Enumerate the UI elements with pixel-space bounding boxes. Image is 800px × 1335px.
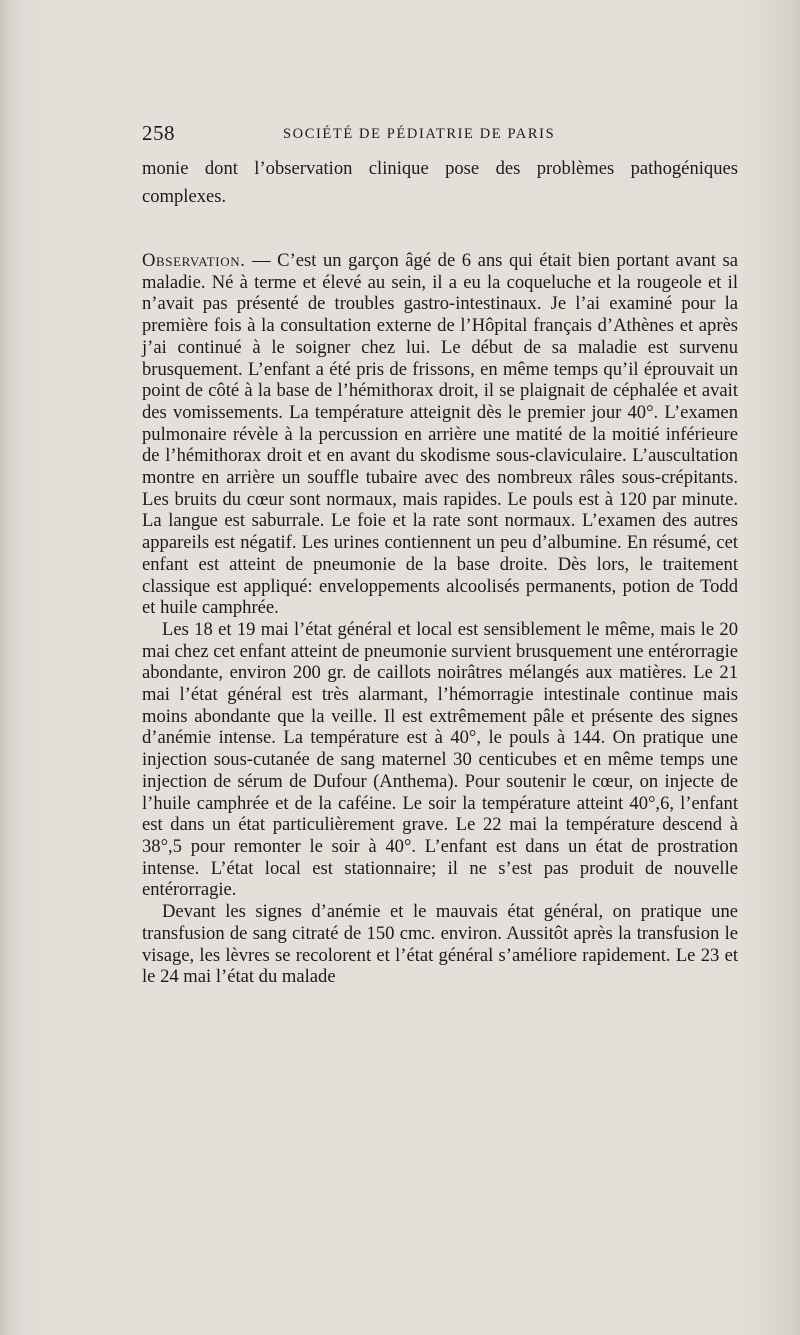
observation-label: Observation. [142, 250, 246, 271]
page-number: 258 [142, 121, 175, 145]
intro-paragraph: monie dont l’observation clinique pose des problèmes pathogéniques complexes. [142, 158, 738, 207]
journal-title: SOCIÉTÉ DE PÉDIATRIE DE PARIS [283, 126, 556, 142]
observation-section [142, 250, 738, 988]
body-paragraph: Les 18 et 19 mai l’état général et local est sensiblement le même, mais le 20 mai chez cet enfant atteint de pneumonie survient brusquement une entérorragie abondante, environ 200 gr. de caillots noirâtres mélangés aux matières. Le 21 mai l’état général est très alarmant, l’hémorragie intestinale continue mais moins abondante que la veille. Il est extrêmement pâle et présente des signes d’anémie intense. La température est à 40°, le pouls à 144. On pratique une injection sous-cutanée de sang maternel 30 centicubes et en même temps une injection de sérum de Dufour (Anthema). Pour soutenir le cœur, on injecte de l’huile camphrée et de la caféine. Le soir la température atteint 40°,6, l’enfant est dans un état particulièrement grave. Le 22 mai la température descend à 38°,5 pour remonter le soir à 40°. L’enfant est dans un état de prostration intense. L’état local est stationnaire; il ne s’est pas produit de nouvelle entérorragie. [142, 618, 738, 901]
body-paragraph: Devant les signes d’anémie et le mauvais état général, on pratique une transfusion de sang citraté de 150 cmc. environ. Aussitôt après la transfusion le visage, les lèvres se recolorent et l’état général s’améliore rapidement. Le 23 et le 24 mai l’état du malade [142, 901, 738, 988]
observation-paragraph [142, 250, 738, 619]
observation-text: — C’est un garçon âgé de 6 ans qui était bien portant avant sa maladie. Né à terme et élevé au sein, il a eu la coqueluche et la rougeole et il n’avait pas présenté de troubles gastro-intestinaux. Je l’ai examiné pour la première fois à la consultation externe de l’Hôpital français d’Athènes et après j’ai continué à le soigner chez lui. Le début de sa maladie est survenu brusquement. L’enfant a été pris de frissons, en même temps qu’il éprouvait un point de côté à la base de l’hémithorax droit, il se plaignait de céphalée et avait des vomissements. La température atteignit dès le premier jour 40°. L’examen pulmonaire révèle à la percussion en arrière une matité de la moitié inférieure de l’hémithorax droit et en avant du skodisme sous-claviculaire. L’auscultation montre en arrière un souffle tubaire avec des nombreux râles sous-crépitants. Les bruits du cœur sont normaux, mais rapides. Le pouls est à 120 par minute. La langue est saburrale. Le foie et la rate sont normaux. L’examen des autres appareils est négatif. Les urines contiennent un peu d’albumine. En résumé, cet enfant est atteint de pneumonie de la base droite. Dès lors, le traitement classique est appliqué: enveloppements alcoolisés permanents, potion de Todd et huile camphrée. [142, 250, 738, 619]
running-header [142, 121, 738, 145]
